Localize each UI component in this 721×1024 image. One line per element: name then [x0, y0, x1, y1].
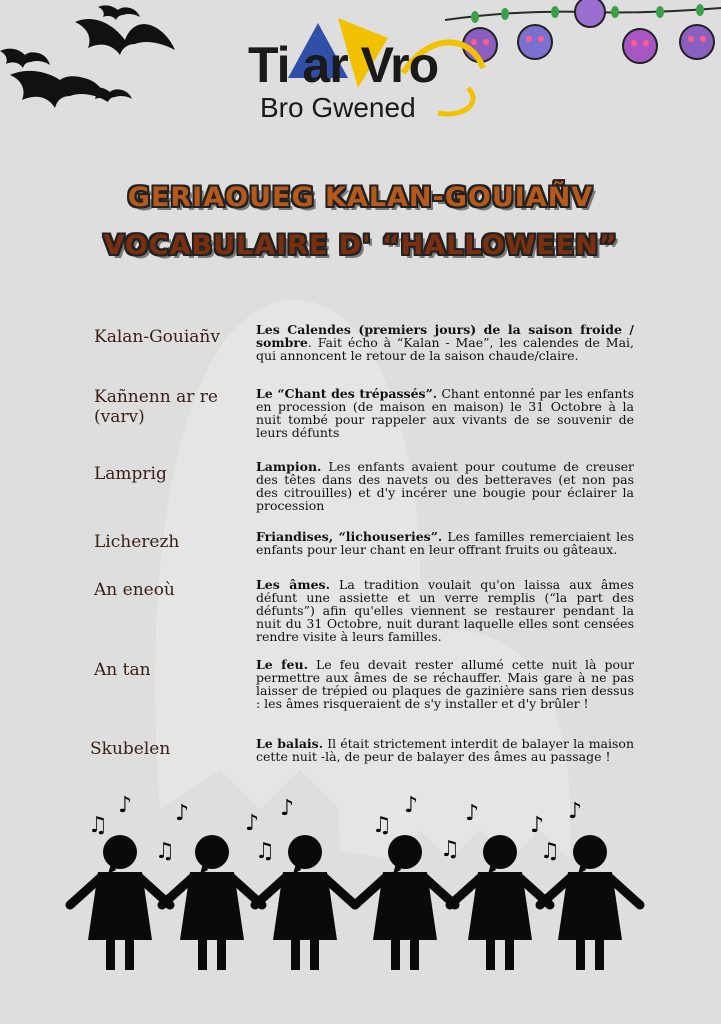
page-title-french: VOCABULAIRE D' “HALLOWEEN” [103, 230, 618, 261]
svg-text:♪: ♪ [280, 796, 295, 821]
vocab-definition [256, 323, 634, 362]
vocab-definition [256, 530, 634, 556]
logo [248, 18, 488, 130]
vocab-definition-text: Chant entonné par les enfants en procession (de maison en maison) le 31 Octobre à la nuit tombé pour rappeler aux vivants de se souvenir de leurs défunts [256, 386, 634, 440]
svg-text:♫: ♫ [372, 813, 392, 838]
vocab-definition-heading: Le “Chant des trépassés”. [256, 386, 438, 401]
svg-text:♫: ♫ [440, 837, 460, 862]
vocab-term: Lamprig [94, 464, 167, 484]
svg-text:♪: ♪ [175, 801, 190, 826]
vocab-term: Kalan-Gouiañv [94, 327, 220, 347]
bats-decoration [0, 0, 200, 130]
vocab-definition-heading: Les Calendes (premiers jours) de la saison froide / sombre [256, 322, 634, 350]
vocab-definition-heading: Le feu. [256, 657, 308, 672]
vocab-definition-text: . Fait écho à “Kalan - Mae”, les calendes de Mai, qui annoncent le retour de la saison chaude/claire. [256, 335, 634, 363]
logo-title: Ti ar Vro [248, 37, 439, 93]
page-title-breton: GERIAOUEG KALAN-GOUIAÑV [127, 182, 594, 213]
svg-text:♪: ♪ [465, 801, 480, 826]
svg-text:♪: ♪ [568, 799, 583, 824]
vocab-definition-heading: Le balais. [256, 736, 324, 751]
vocab-definition-text: Il était strictement interdit de balayer la maison cette nuit -là, de peur de balayer des âmes au passage ! [256, 736, 634, 764]
vocab-definition [256, 387, 634, 439]
vocab-definition-text: La tradition voulait qu'on laissa aux âmes défunt une assiette et un verre remplis (“la part des défunts”) afin qu'elles viennent se restaurer pendant la nuit du 31 Octobre, nuit durant laquelle elles sont censées rendre visite à leurs familles. [256, 577, 634, 644]
vocab-definition-text: Les familles remerciaient les enfants pour leur chant en leur offrant fruits ou gâteaux. [256, 529, 634, 557]
vocab-definition [256, 737, 634, 763]
vocab-definition-heading: Lampion. [256, 459, 322, 474]
logo-subtitle: Bro Gwened [260, 92, 416, 123]
vocab-term: Skubelen [90, 739, 171, 759]
svg-text:♫: ♫ [155, 839, 175, 864]
vocab-term: Kañnenn ar re (varv) [94, 387, 218, 427]
vocab-definition-text: Les enfants avaient pour coutume de creuser des têtes dans des navets ou des betteraves (et non pas des citrouilles) et d'y incérer une bougie pour éclairer la procession [256, 459, 634, 513]
vocab-definition [256, 658, 634, 710]
vocab-term: An tan [94, 660, 151, 680]
svg-text:♪: ♪ [530, 813, 545, 838]
svg-text:♫: ♫ [88, 813, 108, 838]
svg-text:♪: ♪ [118, 793, 133, 818]
singing-children-illustration [0, 790, 721, 1024]
svg-text:♪: ♪ [404, 793, 419, 818]
vocab-term: Licherezh [94, 532, 180, 552]
svg-text:♫: ♫ [255, 839, 275, 864]
svg-text:♪: ♪ [245, 811, 260, 836]
vocab-definition-text: Le feu devait rester allumé cette nuit là pour permettre aux âmes de se réchauffer. Mais gare à ne pas laisser de trépied ou plaques de gazinière sans rien dessus : les âmes risqueraient de s'y installer et d'y brûler ! [256, 657, 634, 711]
vocab-definition-heading: Les âmes. [256, 577, 330, 592]
vocab-term: An eneoù [94, 580, 175, 600]
svg-text:♫: ♫ [540, 839, 560, 864]
vocab-definition-heading: Friandises, “lichouseries”. [256, 529, 443, 544]
vocab-definition [256, 460, 634, 512]
vocab-definition [256, 578, 634, 643]
